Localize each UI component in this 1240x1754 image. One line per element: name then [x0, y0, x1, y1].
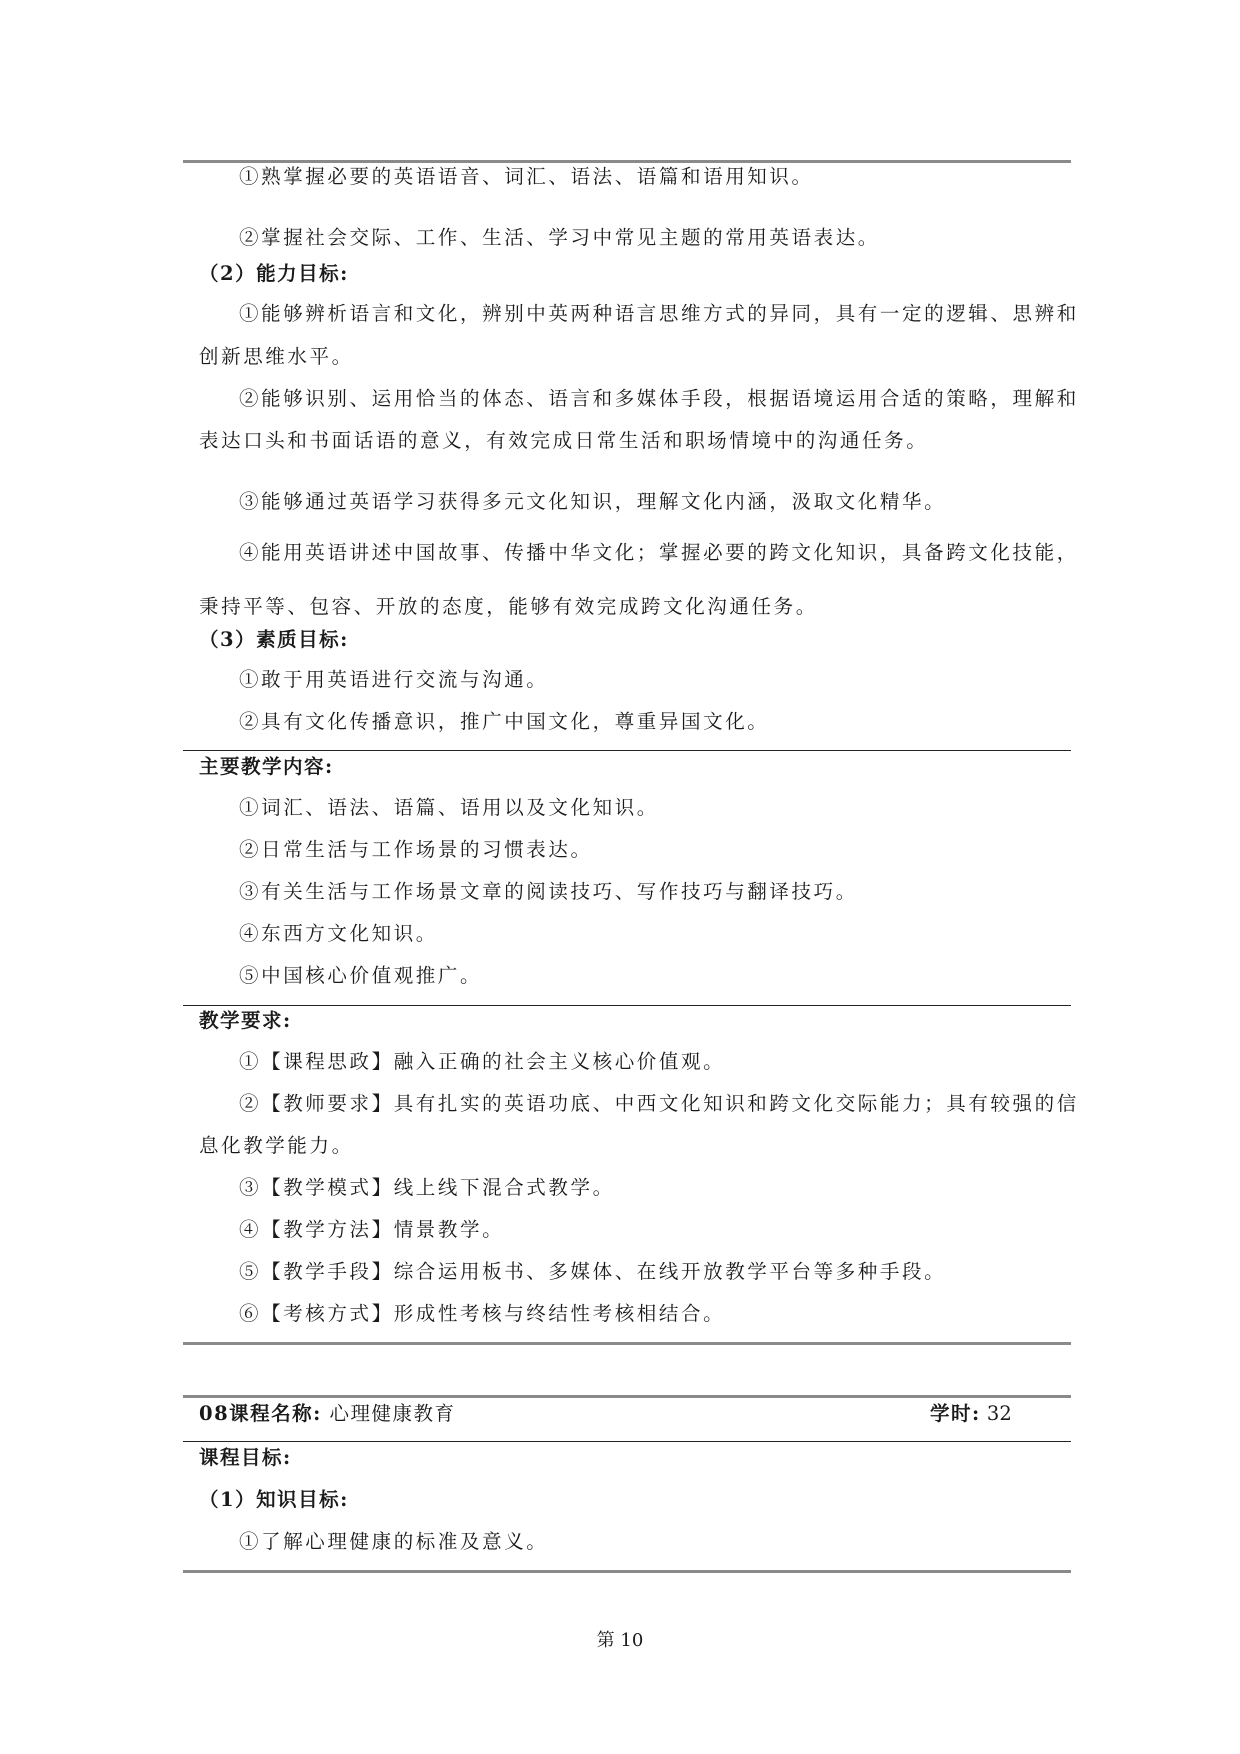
course08-knowledge-heading: （1）知识目标:: [199, 1488, 349, 1511]
course08-bottom-rule: [183, 1570, 1071, 1573]
requirement-item-1: ①【课程思政】融入正确的社会主义核心价值观。: [239, 1050, 726, 1073]
quality-heading: （3）素质目标:: [199, 628, 349, 651]
course08-hours-value: 32: [986, 1402, 1012, 1425]
ability-item-4-cont: 秉持平等、包容、开放的态度，能够有效完成跨文化沟通任务。: [199, 595, 818, 618]
course08-knowledge-item-1: ①了解心理健康的标准及意义。: [239, 1530, 549, 1553]
ability-item-1-cont: 创新思维水平。: [199, 345, 354, 368]
requirement-item-2: ②【教师要求】具有扎实的英语功底、中西文化知识和跨文化交际能力；具有较强的信: [239, 1092, 1079, 1115]
ability-item-2-cont: 表达口头和书面话语的意义，有效完成日常生活和职场情境中的沟通任务。: [199, 429, 929, 452]
course08-top-rule: [183, 1395, 1071, 1398]
content-item-1: ①词汇、语法、语篇、语用以及文化知识。: [239, 796, 659, 819]
table-top-rule: [183, 160, 1071, 163]
page-number: 第 10: [596, 1630, 644, 1651]
requirements-divider: [183, 1005, 1071, 1006]
requirement-item-6: ⑥【考核方式】形成性考核与终结性考核相结合。: [239, 1302, 726, 1325]
ability-item-4: ④能用英语讲述中国故事、传播中华文化；掌握必要的跨文化知识，具备跨文化技能，: [239, 541, 1079, 564]
content-heading: 主要教学内容:: [199, 755, 334, 778]
ability-heading: （2）能力目标:: [199, 262, 349, 285]
content-divider: [183, 750, 1071, 751]
requirement-item-4: ④【教学方法】情景教学。: [239, 1218, 505, 1241]
knowledge-item-1: ①熟掌握必要的英语语音、词汇、语法、语篇和语用知识。: [239, 165, 814, 188]
requirement-item-5: ⑤【教学手段】综合运用板书、多媒体、在线开放教学平台等多种手段。: [239, 1260, 947, 1283]
course08-hours: [930, 1402, 1012, 1426]
requirements-heading: 教学要求:: [199, 1009, 292, 1032]
knowledge-item-2: ②掌握社会交际、工作、生活、学习中常见主题的常用英语表达。: [239, 226, 880, 249]
course08-name-value: 心理健康教育: [329, 1402, 456, 1425]
course08-divider: [183, 1441, 1071, 1442]
requirement-item-3: ③【教学模式】线上线下混合式教学。: [239, 1176, 615, 1199]
content-item-5: ⑤中国核心价值观推广。: [239, 964, 483, 987]
ability-item-2: ②能够识别、运用恰当的体态、语言和多媒体手段，根据语境运用合适的策略，理解和: [239, 387, 1079, 410]
course08-hours-label: 学时:: [930, 1402, 981, 1425]
course08-name-label: 08课程名称:: [199, 1402, 322, 1425]
ability-item-3: ③能够通过英语学习获得多元文化知识，理解文化内涵，汲取文化精华。: [239, 490, 947, 513]
content-item-3: ③有关生活与工作场景文章的阅读技巧、写作技巧与翻译技巧。: [239, 880, 858, 903]
course08-name-row: [199, 1402, 456, 1426]
quality-item-2: ②具有文化传播意识，推广中国文化，尊重异国文化。: [239, 710, 770, 733]
content-item-2: ②日常生活与工作场景的习惯表达。: [239, 838, 593, 861]
requirement-item-2-cont: 息化教学能力。: [199, 1134, 354, 1157]
table-bottom-rule: [183, 1342, 1071, 1345]
ability-item-1: ①能够辨析语言和文化，辨别中英两种语言思维方式的异同，具有一定的逻辑、思辨和: [239, 302, 1079, 325]
quality-item-1: ①敢于用英语进行交流与沟通。: [239, 668, 549, 691]
content-item-4: ④东西方文化知识。: [239, 922, 438, 945]
course08-objectives-heading: 课程目标:: [199, 1446, 292, 1469]
